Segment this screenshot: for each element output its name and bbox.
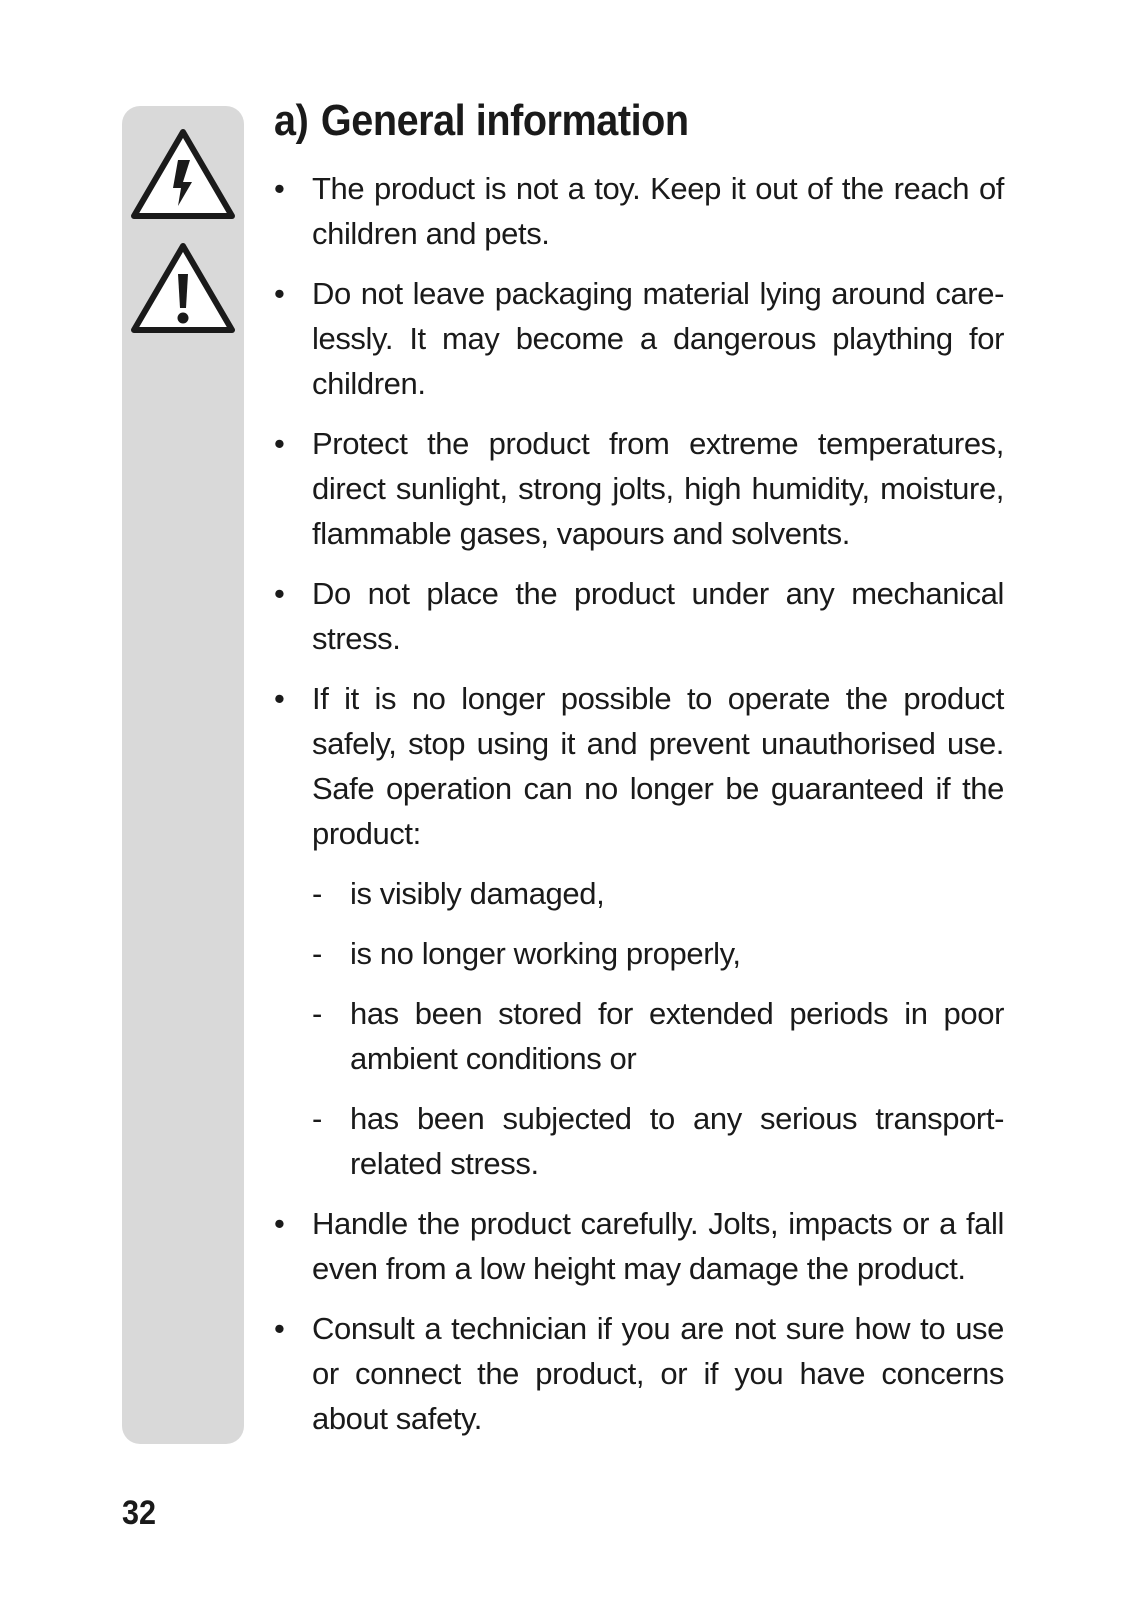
bullet: • bbox=[274, 171, 285, 206]
list-item-text: The product is not a toy. Keep it out of the reach of children and pets. bbox=[312, 171, 1004, 251]
sub-list-item bbox=[312, 1096, 1004, 1186]
list-item bbox=[274, 1306, 1004, 1441]
list-item bbox=[274, 676, 1004, 1186]
sub-list-item bbox=[312, 991, 1004, 1081]
bullet: • bbox=[274, 1311, 285, 1346]
dash: - bbox=[312, 996, 322, 1031]
list-item-text: If it is no longer possible to operate the product safely, stop using it and prevent unauthorised use. Safe operation can no longer be guaranteed if the product: bbox=[312, 681, 1004, 851]
bullet: • bbox=[274, 576, 285, 611]
dash: - bbox=[312, 876, 322, 911]
list-item bbox=[274, 571, 1004, 661]
list-item bbox=[274, 166, 1004, 256]
dash: - bbox=[312, 936, 322, 971]
bullet: • bbox=[274, 681, 285, 716]
sub-list-item-text: is no longer working properly, bbox=[350, 936, 741, 971]
list-item bbox=[274, 271, 1004, 406]
list-item-text: Do not leave packaging material lying around care-lessly. It may become a dangerous plaything for children. bbox=[312, 276, 1004, 401]
sub-list-item bbox=[312, 931, 1004, 976]
caution-exclamation-warning-icon bbox=[128, 238, 238, 338]
sub-list-item-text: has been subjected to any serious transport-related stress. bbox=[350, 1101, 1004, 1181]
list-item bbox=[274, 421, 1004, 556]
list-item-text: Protect the product from extreme temperatures, direct sunlight, strong jolts, high humidity, moisture, flammable gases, vapours and solvents. bbox=[312, 426, 1004, 551]
warning-sidebar bbox=[122, 106, 244, 1444]
page-number: 32 bbox=[122, 1494, 157, 1532]
list-item bbox=[274, 1201, 1004, 1291]
sub-list-item-text: is visibly damaged, bbox=[350, 876, 605, 911]
sub-list-item-text: has been stored for extended periods in poor ambient conditions or bbox=[350, 996, 1004, 1076]
bullet: • bbox=[274, 276, 285, 311]
list-item-text: Handle the product carefully. Jolts, impacts or a fall even from a low height may damage the product. bbox=[312, 1206, 1004, 1286]
list-item-text: Consult a technician if you are not sure how to use or connect the product, or if you have concerns about safety. bbox=[312, 1311, 1004, 1436]
section-letter: a) bbox=[274, 96, 309, 145]
section-title: General information bbox=[320, 96, 689, 145]
dash: - bbox=[312, 1101, 322, 1136]
section-heading bbox=[274, 96, 689, 146]
sub-list-item bbox=[312, 871, 1004, 916]
high-voltage-warning-icon bbox=[128, 124, 238, 224]
bullet: • bbox=[274, 1206, 285, 1241]
bullet: • bbox=[274, 426, 285, 461]
list-item-text: Do not place the product under any mechanical stress. bbox=[312, 576, 1004, 656]
condition-sub-list bbox=[312, 871, 1004, 1186]
safety-list bbox=[274, 166, 1004, 1456]
